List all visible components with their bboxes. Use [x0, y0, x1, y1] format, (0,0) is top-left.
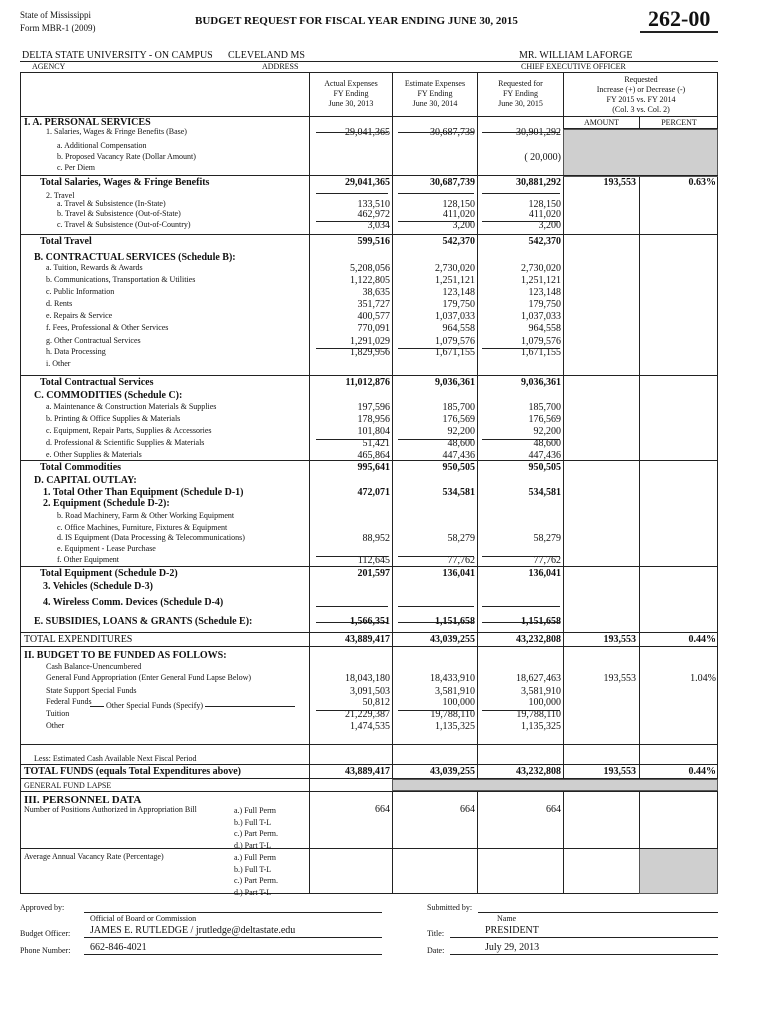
cell-requested: 3,200	[538, 220, 561, 231]
total-rule	[20, 460, 718, 461]
cell-requested: 30,901,292	[516, 127, 561, 138]
positions-label: Number of Positions Authorized in Appropriation Bill	[24, 805, 197, 814]
cell-requested: 1,135,325	[521, 721, 561, 732]
cell-percent: 0.63%	[688, 177, 716, 188]
ceo-name: MR. WILLIAM LAFORGE	[519, 50, 633, 61]
cell-actual: 18,043,180	[345, 673, 390, 684]
cell-actual: 1,291,029	[350, 336, 390, 347]
title-value[interactable]: PRESIDENT	[485, 925, 539, 936]
code-underline	[640, 31, 718, 33]
cell-requested: 123,148	[528, 287, 561, 298]
row-label: a. Travel & Subsistence (In-State)	[57, 199, 166, 208]
cell-estimate: 1,671,155	[435, 347, 475, 358]
total-rule	[20, 566, 718, 567]
row-label: c. Public Information	[46, 287, 115, 296]
cell-estimate: 1,151,658	[435, 616, 475, 627]
agency-name: DELTA STATE UNIVERSITY - ON CAMPUS	[22, 50, 213, 61]
row-label: e. Equipment - Lease Purchase	[57, 544, 156, 553]
col-change-header	[564, 75, 718, 115]
cell-requested: 77,762	[533, 555, 561, 566]
row-label: g. Other Contractual Services	[46, 336, 141, 345]
cell-requested: 1,671,155	[521, 347, 561, 358]
row-label: a. Maintenance & Construction Materials & Supplies	[46, 402, 217, 411]
cell-requested: 2,730,020	[521, 263, 561, 274]
address-label: ADDRESS	[262, 62, 299, 71]
cell-actual: 38,635	[362, 287, 390, 298]
cell-estimate: 77,762	[447, 555, 475, 566]
col-change-line1: Requested	[624, 75, 658, 84]
row-label: Federal Funds	[46, 697, 92, 706]
name-caption: Name	[497, 914, 517, 923]
row-label: i. Other	[46, 359, 71, 368]
figure-underline	[482, 132, 560, 133]
cell-actual: 197,596	[357, 402, 390, 413]
cell-actual: 1,829,956	[350, 347, 390, 358]
figure-underline	[398, 710, 474, 711]
total-funds-label: TOTAL FUNDS (equals Total Expenditures above)	[24, 766, 241, 777]
row-label: Total Equipment (Schedule D-2)	[40, 568, 178, 579]
row-label: 1. Total Other Than Equipment (Schedule D-1)	[43, 487, 244, 498]
col-actual-line3: June 30, 2013	[328, 99, 374, 108]
row-label: c. Per Diem	[57, 163, 95, 172]
less-cash-label: Less: Estimated Cash Available Next Fiscal Period	[34, 754, 197, 763]
cell-estimate: 48,600	[447, 438, 475, 449]
figure-underline	[316, 439, 388, 440]
row-label: c. Equipment, Repair Parts, Supplies & Accessories	[46, 426, 212, 435]
row-label: I. A. PERSONAL SERVICES	[24, 117, 151, 128]
col-actual-header	[310, 79, 392, 109]
cell-estimate: 100,000	[442, 697, 475, 708]
row-label: c. Office Machines, Furniture, Fixtures & Equipment	[57, 523, 228, 532]
figure-underline	[398, 439, 474, 440]
col-actual-line1: Actual Expenses	[324, 79, 378, 88]
cell-actual: 133,510	[357, 199, 390, 210]
cell-requested: 1,151,658	[521, 616, 561, 627]
cell-actual: 29,041,365	[345, 127, 390, 138]
cell-actual: 178,956	[357, 414, 390, 425]
figure-underline	[482, 556, 560, 557]
total-rule	[20, 632, 718, 633]
title-line	[450, 937, 718, 938]
figure-underline	[316, 556, 388, 557]
cell-actual: 995,641	[357, 462, 390, 473]
cell-requested: 185,700	[528, 402, 561, 413]
vacancy-subrows	[234, 852, 278, 898]
row-label: General Fund Appropriation (Enter General Fund Lapse Below)	[46, 673, 252, 682]
figure-underline	[316, 606, 388, 607]
cell-requested: 9,036,361	[521, 377, 561, 388]
cell-actual: 43,889,417	[345, 634, 390, 645]
col-estimate-line3: June 30, 2014	[412, 99, 458, 108]
row-label: Other	[46, 721, 65, 730]
row-label: d. Professional & Scientific Supplies & Materials	[46, 438, 205, 447]
cell-estimate: 3,581,910	[435, 686, 475, 697]
positions-estimate: 664	[460, 804, 475, 815]
cell-estimate: 58,279	[447, 533, 475, 544]
cell-actual: 88,952	[362, 533, 390, 544]
vacancy-part-tl: d.) Part T-L	[234, 887, 272, 897]
figure-underline	[398, 132, 474, 133]
cell-actual: 112,645	[357, 555, 390, 566]
cell-requested: 128,150	[528, 199, 561, 210]
phone-label: Phone Number:	[20, 946, 71, 955]
cell-requested: 1,079,576	[521, 336, 561, 347]
date-label: Date:	[427, 946, 445, 955]
budget-officer-line	[84, 937, 382, 938]
approved-line[interactable]	[84, 912, 382, 913]
row-label: b. Proposed Vacancy Rate (Dollar Amount)	[57, 152, 196, 161]
cell-actual: 21,229,387	[345, 709, 390, 720]
cell-requested: 136,041	[528, 568, 561, 579]
title-label: Title:	[427, 929, 445, 938]
budget-officer-label: Budget Officer:	[20, 929, 71, 938]
personnel-divider	[20, 848, 718, 849]
cell-actual: 201,597	[357, 568, 390, 579]
figure-underline	[316, 348, 388, 349]
row-label: h. Data Processing	[46, 347, 106, 356]
row-label: d. Rents	[46, 299, 73, 308]
positions-subrows	[234, 805, 278, 851]
cell-estimate: 447,436	[442, 450, 475, 461]
cell-estimate: 43,039,255	[430, 634, 475, 645]
cell-estimate: 176,569	[442, 414, 475, 425]
cell-estimate: 179,750	[442, 299, 475, 310]
approved-label: Approved by:	[20, 903, 65, 912]
figure-underline	[482, 221, 560, 222]
figure-underline	[482, 622, 560, 623]
date-value[interactable]: July 29, 2013	[485, 942, 540, 953]
figure-underline	[316, 221, 388, 222]
figure-underline	[482, 348, 560, 349]
cell-requested: 43,232,808	[516, 634, 561, 645]
cell-actual: 11,012,876	[345, 377, 390, 388]
cell-amount: 193,553	[603, 673, 636, 684]
cell-actual: 1,122,805	[350, 275, 390, 286]
row-label: 2. Equipment (Schedule D-2):	[43, 498, 170, 509]
total-rule	[20, 175, 718, 176]
row-label: D. CAPITAL OUTLAY:	[34, 475, 137, 486]
cell-requested: 176,569	[528, 414, 561, 425]
cell-estimate: 1,079,576	[435, 336, 475, 347]
cell-requested: 950,505	[528, 462, 561, 473]
cell-actual: 462,972	[357, 209, 390, 220]
row-label: e. Other Supplies & Materials	[46, 450, 142, 459]
submitted-label: Submitted by:	[427, 903, 473, 912]
row-label: b. Road Machinery, Farm & Other Working Equipment	[57, 511, 235, 520]
cell-actual: 101,804	[357, 426, 390, 437]
vacancy-part-perm: c.) Part Perm.	[234, 876, 278, 885]
row-label: Total Contractual Services	[40, 377, 154, 388]
cell-requested: 100,000	[528, 697, 561, 708]
cell-actual: 51,421	[362, 438, 390, 449]
row-label: Cash Balance-Unencumbered	[46, 662, 142, 671]
row-label: a. Additional Compensation	[57, 141, 147, 150]
page-title: BUDGET REQUEST FOR FISCAL YEAR ENDING JUNE 30, 2015	[195, 15, 518, 27]
cell-requested: 534,581	[528, 487, 561, 498]
cell-amount: 193,553	[603, 177, 636, 188]
cell-requested: ( 20,000)	[524, 152, 561, 163]
cell-estimate: 542,370	[442, 236, 475, 247]
cell-estimate: 123,148	[442, 287, 475, 298]
cell-actual: 770,091	[357, 323, 390, 334]
shaded-cell-lapse	[392, 779, 718, 791]
row-label: Tuition	[46, 709, 70, 718]
figure-underline	[482, 439, 560, 440]
col-estimate-header	[393, 79, 477, 109]
form-code: 262-00	[648, 6, 711, 31]
vacancy-full-tl: b.) Full T-L	[234, 864, 272, 874]
row-label: c. Travel & Subsistence (Out-of-Country)	[57, 220, 191, 229]
figure-underline	[398, 606, 474, 607]
total-funds-actual: 43,889,417	[345, 766, 390, 777]
cell-requested: 19,788,110	[516, 709, 561, 720]
cell-estimate: 1,037,033	[435, 311, 475, 322]
figure-underline	[398, 221, 474, 222]
row-label: b. Printing & Office Supplies & Materials	[46, 414, 181, 423]
state-label: State of Mississippi	[20, 10, 92, 20]
row-label: b. Communications, Transportation & Utilities	[46, 275, 196, 284]
row-label: 3. Vehicles (Schedule D-3)	[43, 581, 153, 592]
figure-underline	[398, 622, 474, 623]
row-label: B. CONTRACTUAL SERVICES (Schedule B):	[34, 252, 236, 263]
row-label: State Support Special Funds	[46, 686, 137, 695]
row-label: a. Tuition, Rewards & Awards	[46, 263, 143, 272]
cell-estimate: 128,150	[442, 199, 475, 210]
cell-requested: 58,279	[533, 533, 561, 544]
cell-estimate: 1,251,121	[435, 275, 475, 286]
vacancy-label: Average Annual Vacancy Rate (Percentage)	[24, 852, 164, 861]
cell-percent: 1.04%	[690, 673, 716, 684]
cell-actual: 351,727	[357, 299, 390, 310]
positions-actual: 664	[375, 804, 390, 815]
positions-requested: 664	[546, 804, 561, 815]
agency-address: CLEVELAND MS	[228, 50, 305, 61]
cell-actual: 472,071	[357, 487, 390, 498]
cell-estimate: 136,041	[442, 568, 475, 579]
col-requested-line3: June 30, 2015	[498, 99, 543, 108]
col-change-line4: (Col. 3 vs. Col. 2)	[612, 105, 670, 114]
cell-estimate: 18,433,910	[430, 673, 475, 684]
cell-estimate: 19,788,110	[430, 709, 475, 720]
lower-rule-1	[20, 764, 718, 765]
cell-estimate: 92,200	[447, 426, 475, 437]
col-requested-line1: Requested for	[498, 79, 543, 88]
cell-actual: 3,091,503	[350, 686, 390, 697]
col-estimate-line2: FY Ending	[417, 89, 453, 98]
total-funds-percent: 0.44%	[688, 766, 716, 777]
cell-estimate: 185,700	[442, 402, 475, 413]
cell-estimate: 30,687,739	[430, 177, 475, 188]
row-label: II. BUDGET TO BE FUNDED AS FOLLOWS:	[24, 650, 227, 661]
submitted-line[interactable]	[478, 912, 718, 913]
figure-underline	[316, 622, 388, 623]
cell-actual: 599,516	[357, 236, 390, 247]
row-label: d. IS Equipment (Data Processing & Telecommunications)	[57, 533, 245, 542]
vacancy-full-perm: a.) Full Perm	[234, 853, 276, 862]
positions-part-perm: c.) Part Perm.	[234, 829, 278, 838]
cell-estimate: 950,505	[442, 462, 475, 473]
cell-actual: 400,577	[357, 311, 390, 322]
figure-underline	[482, 193, 560, 194]
other-special-funds-label: Other Special Funds (Specify)	[106, 701, 204, 710]
row-label: 1. Salaries, Wages & Fringe Benefits (Base)	[46, 127, 187, 136]
cell-estimate: 2,730,020	[435, 263, 475, 274]
cell-estimate: 1,135,325	[435, 721, 475, 732]
figure-underline	[316, 132, 388, 133]
cell-requested: 48,600	[533, 438, 561, 449]
shaded-cell-vacancy	[639, 848, 718, 894]
figure-underline	[398, 556, 474, 557]
cell-requested: 3,581,910	[521, 686, 561, 697]
cell-requested: 92,200	[533, 426, 561, 437]
figure-underline	[316, 710, 388, 711]
cell-requested: 447,436	[528, 450, 561, 461]
cell-percent: 0.44%	[688, 634, 716, 645]
row-label: f. Fees, Professional & Other Services	[46, 323, 169, 332]
form-number: Form MBR-1 (2009)	[20, 23, 96, 33]
row-label: E. SUBSIDIES, LOANS & GRANTS (Schedule E):	[34, 616, 253, 627]
cell-requested: 411,020	[528, 209, 561, 220]
row-label: 4. Wireless Comm. Devices (Schedule D-4)	[43, 597, 224, 608]
col-percent-header: PERCENT	[661, 118, 697, 127]
col-requested-line2: FY Ending	[502, 89, 539, 98]
cell-actual: 5,208,056	[350, 263, 390, 274]
total-rule	[20, 375, 718, 376]
col-requested-header	[478, 79, 563, 109]
row-label: b. Travel & Subsistence (Out-of-State)	[57, 209, 181, 218]
cell-estimate: 534,581	[442, 487, 475, 498]
cell-actual: 29,041,365	[345, 177, 390, 188]
cell-estimate: 411,020	[442, 209, 475, 220]
cell-actual: 1,566,351	[350, 616, 390, 627]
cell-requested: 179,750	[528, 299, 561, 310]
total-funds-requested: 43,232,808	[516, 766, 561, 777]
row-label: TOTAL EXPENDITURES	[24, 634, 133, 645]
ceo-label: CHIEF EXECUTIVE OFFICER	[521, 62, 626, 71]
row-label: f. Other Equipment	[57, 555, 119, 564]
row-label: e. Repairs & Service	[46, 311, 113, 320]
personnel-title: III. PERSONNEL DATA	[24, 794, 142, 806]
cell-estimate: 3,200	[452, 220, 475, 231]
official-caption: Official of Board or Commission	[90, 914, 197, 923]
cell-requested: 30,881,292	[516, 177, 561, 188]
lower-rule-3	[20, 791, 718, 792]
figure-underline	[398, 193, 474, 194]
figure-underline	[398, 348, 474, 349]
phone-line	[84, 954, 382, 955]
cell-requested: 542,370	[528, 236, 561, 247]
cell-estimate: 9,036,361	[435, 377, 475, 388]
row-label: Total Commodities	[40, 462, 122, 473]
col-estimate-line1: Estimate Expenses	[404, 79, 466, 88]
figure-underline	[482, 710, 560, 711]
col-change-line2: Increase (+) or Decrease (-)	[596, 85, 686, 94]
section-rule	[20, 646, 718, 647]
positions-full-tl: b.) Full T-L	[234, 817, 272, 827]
shaded-cell-personal	[563, 129, 718, 177]
gf-lapse-label: GENERAL FUND LAPSE	[24, 781, 112, 790]
col-change-line3: FY 2015 vs. FY 2014	[606, 95, 676, 104]
phone-value[interactable]: 662-846-4021	[90, 942, 147, 953]
total-funds-estimate: 43,039,255	[430, 766, 475, 777]
total-funds-amount: 193,553	[603, 766, 636, 777]
cell-actual: 50,812	[362, 697, 390, 708]
cell-requested: 1,251,121	[521, 275, 561, 286]
cell-estimate: 30,687,739	[430, 127, 475, 138]
cell-actual: 3,034	[367, 220, 390, 231]
total-rule	[20, 234, 718, 235]
cell-actual: 465,864	[357, 450, 390, 461]
row-label: C. COMMODITIES (Schedule C):	[34, 390, 183, 401]
cell-amount: 193,553	[603, 634, 636, 645]
figure-underline	[482, 606, 560, 607]
cell-requested: 1,037,033	[521, 311, 561, 322]
agency-label: AGENCY	[32, 62, 66, 71]
date-line	[450, 954, 718, 955]
row-label: 2. Travel	[46, 191, 75, 200]
positions-part-tl: d.) Part T-L	[234, 840, 272, 850]
cell-actual: 1,474,535	[350, 721, 390, 732]
row-label: Total Salaries, Wages & Fringe Benefits	[40, 177, 210, 188]
figure-underline	[316, 193, 388, 194]
cell-requested: 18,627,463	[516, 673, 561, 684]
budget-officer-value[interactable]: JAMES E. RUTLEDGE / jrutledge@deltastate.edu	[90, 925, 296, 936]
lower-rule-2	[20, 778, 718, 779]
col-amount-header: AMOUNT	[583, 118, 620, 127]
col-actual-line2: FY Ending	[333, 89, 369, 98]
row-label: Total Travel	[40, 236, 92, 247]
positions-full-perm: a.) Full Perm	[234, 806, 276, 815]
cell-requested: 964,558	[528, 323, 561, 334]
section-rule	[20, 744, 718, 745]
cell-estimate: 964,558	[442, 323, 475, 334]
